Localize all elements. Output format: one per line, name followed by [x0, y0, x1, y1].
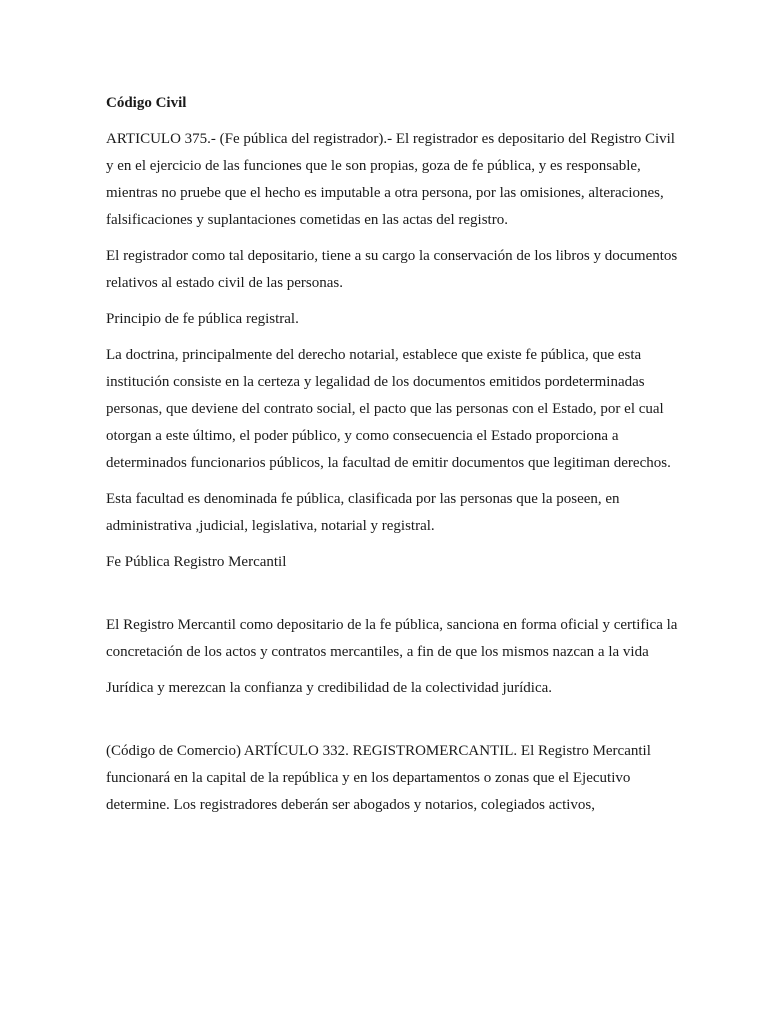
blank-line [106, 711, 686, 738]
paragraph-fe-publica-mercantil-heading: Fe Pública Registro Mercantil [106, 554, 287, 570]
paragraph-articulo-375: ARTICULO 375.- (Fe pública del registrador).- El registrador es depositario del Registro Civil y en el ejercicio de las funciones que le son propias, goza de fe pública, y es responsable, mientras no pruebe que el hecho es imputable a otra persona, por las omisiones, alteraciones, falsificaciones y suplantaciones cometidas en las actas del registro. [106, 131, 675, 228]
document-title: Código Civil [106, 95, 187, 111]
paragraph-principio-heading: Principio de fe pública registral. [106, 311, 299, 327]
paragraph-registrador-depositario: El registrador como tal depositario, tiene a su cargo la conservación de los libros y documentos relativos al estado civil de las personas. [106, 248, 678, 291]
paragraph-articulo-332: (Código de Comercio) ARTÍCULO 332. REGISTROMERCANTIL. El Registro Mercantil funcionará en la capital de la república y en los departamentos o zonas que el Ejecutivo determine. Los registradores deberán ser abogados y notarios, colegiados activos, [106, 743, 651, 813]
paragraph-registro-mercantil: El Registro Mercantil como depositario de la fe pública, sanciona en forma oficial y certifica la concretación de los actos y contratos mercantiles, a fin de que los mismos nazcan a la vida [106, 617, 678, 660]
blank-line [106, 585, 686, 612]
document-page [106, 90, 686, 828]
paragraph-facultad: Esta facultad es denominada fe pública, clasificada por las personas que la poseen, en administrativa ,judicial, legislativa, notarial y registral. [106, 491, 620, 534]
paragraph-juridica: Jurídica y merezcan la confianza y credibilidad de la colectividad jurídica. [106, 680, 553, 696]
paragraph-doctrina: La doctrina, principalmente del derecho notarial, establece que existe fe pública, que esta institución consiste en la certeza y legalidad de los documentos emitidos pordeterminadas personas, que deviene del contrato social, el pacto que las personas con el Estado, por el cual otorgan a este último, el poder público, y como consecuencia el Estado proporciona a determinados funcionarios públicos, la facultad de emitir documentos que legitiman derechos. [106, 347, 671, 471]
